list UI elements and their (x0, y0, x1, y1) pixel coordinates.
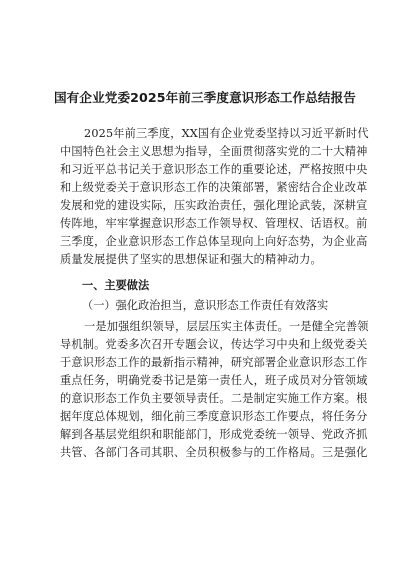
intro-line: 发展和党的建设实际，压实政治责任，强化理论武装，深耕宣 (60, 199, 368, 212)
intro-line: 中国特色社会主义思想为指导，全面贯彻落实党的二十大精神 (60, 145, 368, 158)
intro-line: 质量发展提供了坚实的思想保证和强大的精神动力。 (60, 253, 322, 266)
subsection-heading: （一）强化政治担当，意识形态工作责任有效落实 (82, 299, 329, 312)
section-heading: 一、主要做法 (82, 279, 150, 292)
body-line: 解到各基层党组织和职能部门，形成党委统一领导、党政齐抓 (60, 428, 368, 441)
intro-line: 2025年前三季度，XX国有企业党委坚持以习近平新时代 (84, 127, 369, 140)
intro-line: 和习近平总书记关于意识形态工作的重要论述，严格按照中央 (60, 163, 368, 176)
intro-line: 三季度，企业意识形态工作总体呈现向上向好态势，为企业高 (60, 235, 368, 248)
intro-line: 传阵地，牢牢掌握意识形态工作领导权、管理权、话语权。前 (60, 217, 368, 230)
document-title: 国有企业党委2025年前三季度意识形态工作总结报告 (53, 90, 357, 105)
intro-line: 和上级党委关于意识形态工作的决策部署，紧密结合企业改革 (60, 181, 368, 194)
body-line: 共管、各部门各司其职、全员积极参与的工作格局。三是强化 (60, 446, 368, 459)
body-line: 的意识形态工作负主要领导责任。二是制定实施工作方案。根 (60, 392, 368, 405)
body-line: 一是加强组织领导，层层压实主体责任。一是健全完善领 (84, 320, 369, 333)
body-line: 据年度总体规划，细化前三季度意识形态工作要点，将任务分 (60, 410, 368, 423)
body-line: 重点任务，明确党委书记是第一责任人，班子成员对分管领域 (60, 374, 368, 387)
body-line: 导机制。党委多次召开专题会议，传达学习中央和上级党委关 (60, 338, 368, 351)
body-line: 于意识形态工作的最新指示精神，研究部署企业意识形态工作 (60, 356, 368, 369)
